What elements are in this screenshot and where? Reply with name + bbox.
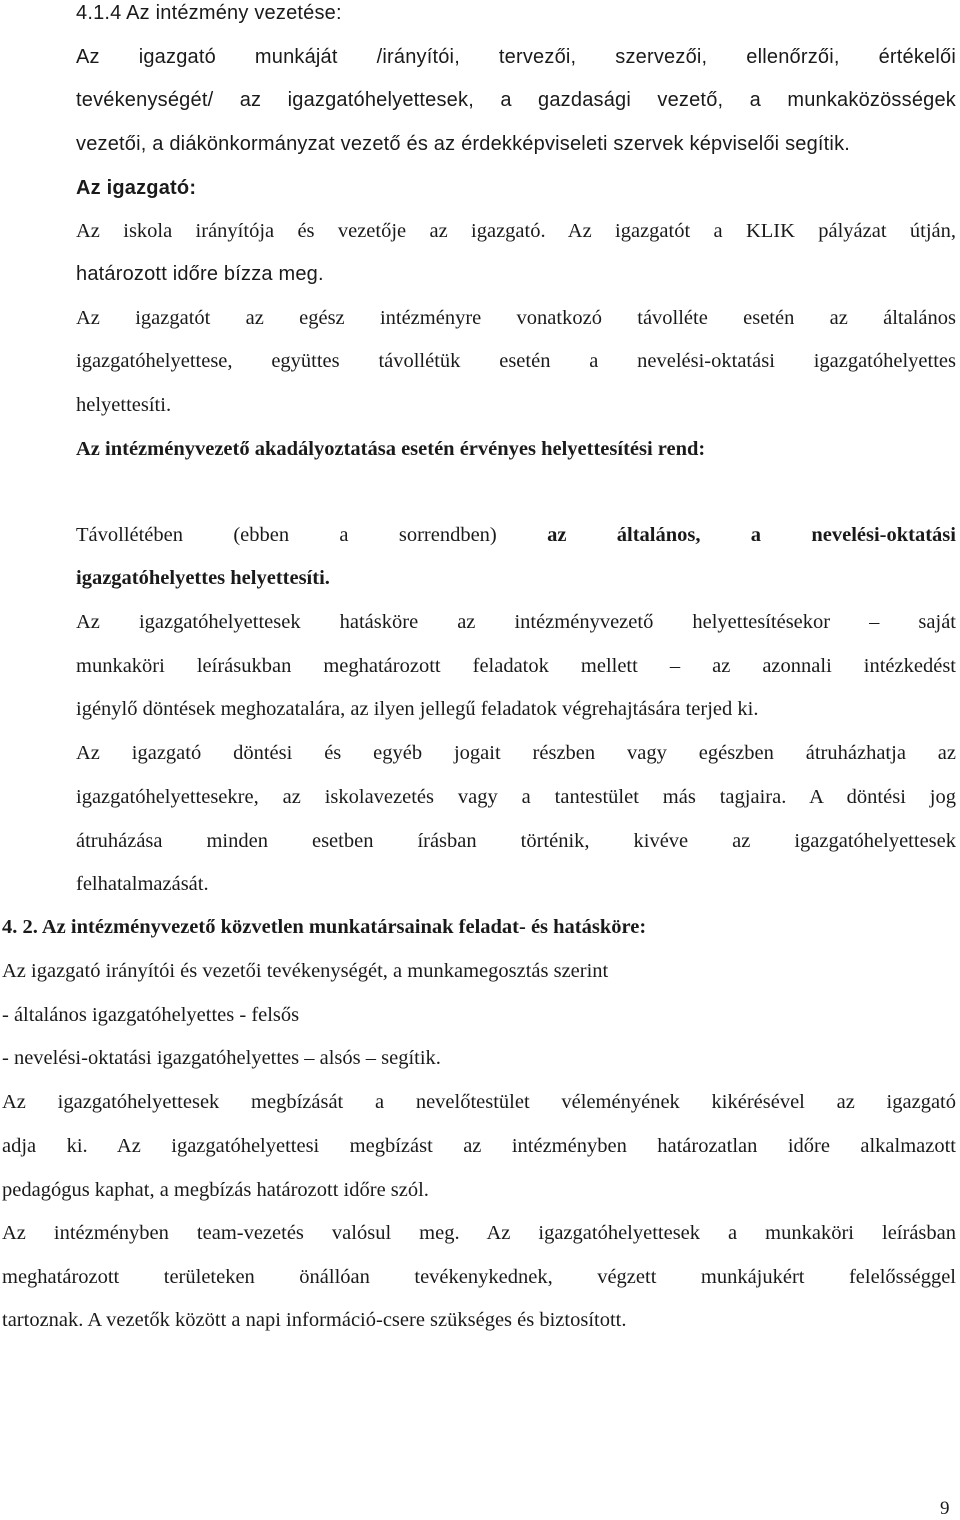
paragraph-line: Az igazgatóhelyettesek megbízását a nevelőtestület véleményének kikérésével az igazgató	[2, 1091, 956, 1113]
list-item: - általános igazgatóhelyettes - felsős	[2, 1004, 300, 1026]
page-number: 9	[940, 1498, 950, 1519]
paragraph-line: Az iskola irányítója és vezetője az igazgató. Az igazgatót a KLIK pályázat útján,	[76, 220, 956, 242]
paragraph-line: átruházása minden esetben írásban történik, kivéve az igazgatóhelyettesek	[76, 830, 956, 852]
paragraph-line: igazgatóhelyettesekre, az iskolavezetés vagy a tantestület más tagjaira. A döntési jog	[76, 786, 956, 808]
text-normal: Távollétében (ebben a sorrendben)	[76, 524, 548, 546]
paragraph-line: adja ki. Az igazgatóhelyettesi megbízást az intézményben határozatlan időre alkalmazott	[2, 1135, 956, 1157]
paragraph-line: Az igazgatóhelyettesek hatásköre az intézményvezető helyettesítésekor – saját	[76, 611, 956, 633]
paragraph-line: Az igazgató irányítói és vezetői tevékenységét, a munkamegosztás szerint	[2, 960, 609, 982]
paragraph-line: tevékenységét/ az igazgatóhelyettesek, a gazdasági vezető, a munkaközösségek	[76, 89, 956, 111]
paragraph-line: határozott időre bízza meg.	[76, 263, 324, 285]
subheading-igazgato: Az igazgató:	[76, 177, 197, 199]
section-heading-4-1-4: 4.1.4 Az intézmény vezetése:	[76, 2, 342, 24]
paragraph-line: igénylő döntések meghozatalára, az ilyen jellegű feladatok végrehajtására terjed ki.	[76, 698, 759, 720]
paragraph-line	[76, 523, 956, 548]
paragraph-line: vezetői, a diákönkormányzat vezető és az érdekképviseleti szervek képviselői segítik.	[76, 133, 851, 155]
paragraph-line: Az igazgató munkáját /irányítói, tervezői, szervezői, ellenőrzői, értékelői	[76, 46, 956, 68]
paragraph-line: meghatározott területeken önállóan tevékenykednek, végzett munkájukért felelősséggel	[2, 1266, 956, 1288]
paragraph-line: helyettesíti.	[76, 394, 172, 416]
section-heading-4-2: 4. 2. Az intézményvezető közvetlen munkatársainak feladat- és hatásköre:	[2, 916, 647, 938]
list-item: - nevelési-oktatási igazgatóhelyettes – alsós – segítik.	[2, 1047, 441, 1069]
paragraph-line: pedagógus kaphat, a megbízás határozott időre szól.	[2, 1179, 429, 1201]
paragraph-line: igazgatóhelyettese, együttes távollétük esetén a nevelési-oktatási igazgatóhelyettes	[76, 350, 956, 372]
subheading-akadalyoztatas: Az intézményvezető akadályoztatása esetén érvényes helyettesítési rend:	[76, 438, 706, 460]
paragraph-line: munkaköri leírásukban meghatározott feladatok mellett – az azonnali intézkedést	[76, 655, 956, 677]
paragraph-line: Az igazgató döntési és egyéb jogait részben vagy egészben átruházhatja az	[76, 742, 956, 764]
paragraph-line: Az igazgatót az egész intézményre vonatkozó távolléte esetén az általános	[76, 307, 956, 329]
paragraph-line: tartoznak. A vezetők között a napi információ-csere szükséges és biztosított.	[2, 1309, 627, 1331]
paragraph-line: Az intézményben team-vezetés valósul meg. Az igazgatóhelyettesek a munkaköri leírásban	[2, 1222, 956, 1244]
paragraph-line: felhatalmazását.	[76, 873, 209, 895]
paragraph-line: igazgatóhelyettes helyettesíti.	[76, 567, 330, 589]
text-bold: az általános, a nevelési-oktatási	[547, 524, 956, 546]
